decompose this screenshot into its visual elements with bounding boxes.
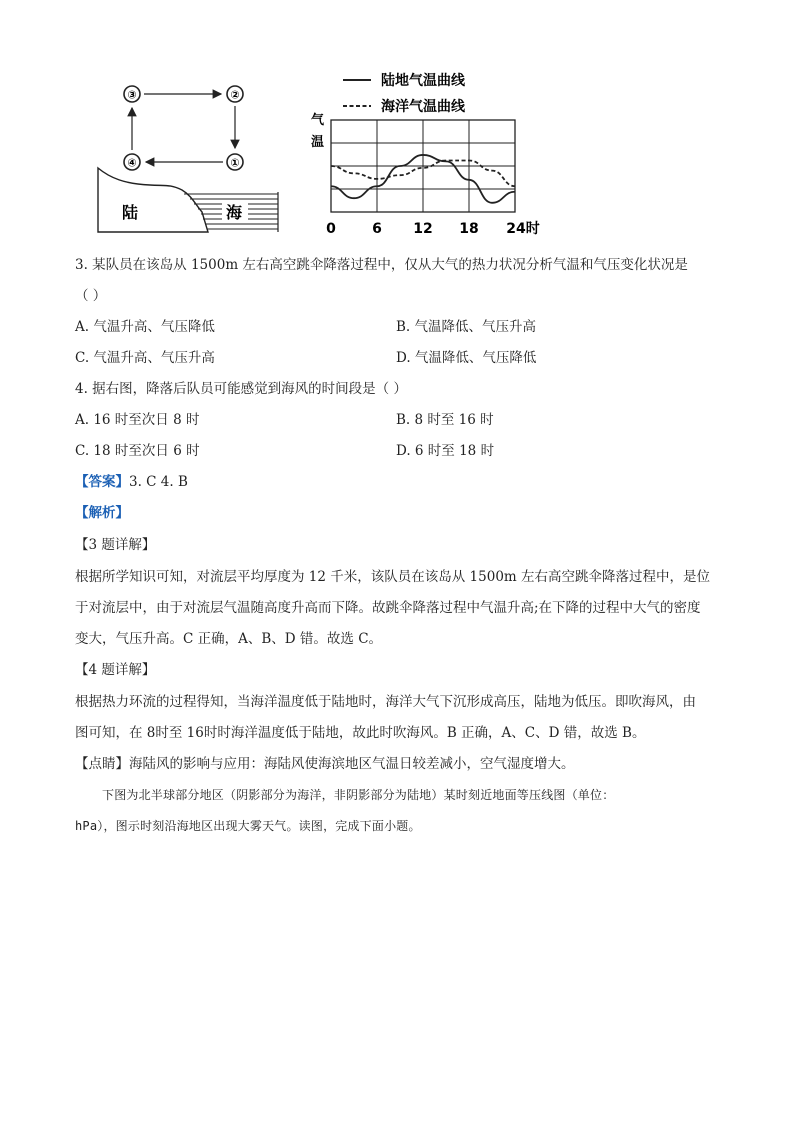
d3-line-3: 变大，气压升高。C 正确，A、B、D 错。故选 C。 (75, 631, 383, 647)
q4-option-a: A. 16 时至次日 8 时 (75, 412, 200, 428)
q3-paren: （ ） (75, 288, 107, 304)
d3-line-2: 于对流层中，由于对流层气温随高度升高而下降。故跳伞降落过程中气温升高;在下降的过程中大气的密度 (75, 600, 701, 616)
x-tick-18: 18 (459, 221, 479, 237)
d4-line-2: 图可知，在 8时至 16时时海洋温度低于陆地，故此时吹海风。B 正确，A、C、D 错，故选 B。 (75, 725, 646, 741)
tip-text: 海陆风的影响与应用：海陆风使海滨地区气温日较差减小，空气湿度增大。 (129, 756, 575, 772)
x-tick-12: 12 (413, 221, 433, 237)
answer-line (75, 472, 188, 492)
node-3 (124, 86, 140, 102)
svg-text:③: ③ (127, 88, 137, 102)
node-2 (227, 86, 243, 102)
q4-stem: 4. 据右图，降落后队员可能感觉到海风的时间段是（ ） (75, 381, 407, 397)
x-tick-6: 6 (372, 221, 382, 237)
d3-tag: 【3 题详解】 (75, 537, 156, 553)
answer-text: 3. C 4. B (129, 474, 188, 490)
q3-option-d: D. 气温降低、气压降低 (396, 350, 537, 366)
tip-line (75, 754, 575, 774)
q3-option-a: A. 气温升高、气压降低 (75, 319, 215, 335)
land-label: 陆 (122, 203, 139, 222)
q4-option-b: B. 8 时至 16 时 (396, 412, 494, 428)
land-area (98, 168, 208, 232)
legend-sea-label: 海洋气温曲线 (381, 99, 465, 115)
analysis-tag: 【解析】 (75, 505, 129, 521)
next-intro-line-2: hPa），图示时刻沿海地区出现大雾天气。读图，完成下面小题。 (75, 819, 421, 833)
q4-option-c: C. 18 时至次日 6 时 (75, 443, 200, 459)
d4-line-1: 根据热力环流的过程得知，当海洋温度低于陆地时，海洋大气下沉形成高压，陆地为低压。即吹海风，由 (75, 694, 696, 710)
d3-line-1: 根据所学知识可知，对流层平均厚度为 12 千米，该队员在该岛从 1500m 左右高空跳伞降落过程中，是位 (75, 569, 710, 585)
x-tick-0: 0 (326, 221, 336, 237)
node-4 (124, 154, 140, 170)
y-axis-label-2: 温 (311, 135, 325, 150)
temperature-chart (305, 62, 550, 240)
x-tick-24: 24时 (506, 221, 540, 237)
tip-tag: 【点睛】 (75, 756, 129, 772)
q3-stem: 3. 某队员在该岛从 1500m 左右高空跳伞降落过程中，仅从大气的热力状况分析气温和气压变化状况是 (75, 257, 688, 273)
y-axis-label-1: 气 (311, 113, 325, 128)
node-1 (227, 154, 243, 170)
answer-tag: 【答案】 (75, 474, 129, 490)
legend-land-label: 陆地气温曲线 (381, 73, 465, 89)
svg-text:①: ① (230, 156, 240, 170)
circulation-diagram (90, 78, 290, 238)
q4-option-d: D. 6 时至 18 时 (396, 443, 495, 459)
svg-text:②: ② (230, 88, 240, 102)
svg-text:④: ④ (127, 156, 137, 170)
q3-option-c: C. 气温升高、气压升高 (75, 350, 215, 366)
sea-label: 海 (226, 203, 243, 222)
d4-tag: 【4 题详解】 (75, 662, 156, 678)
next-intro-line-1: 下图为北半球部分地区（阴影部分为海洋，非阴影部分为陆地）某时刻近地面等压线图（单位： (102, 788, 615, 802)
q3-option-b: B. 气温降低、气压升高 (396, 319, 537, 335)
